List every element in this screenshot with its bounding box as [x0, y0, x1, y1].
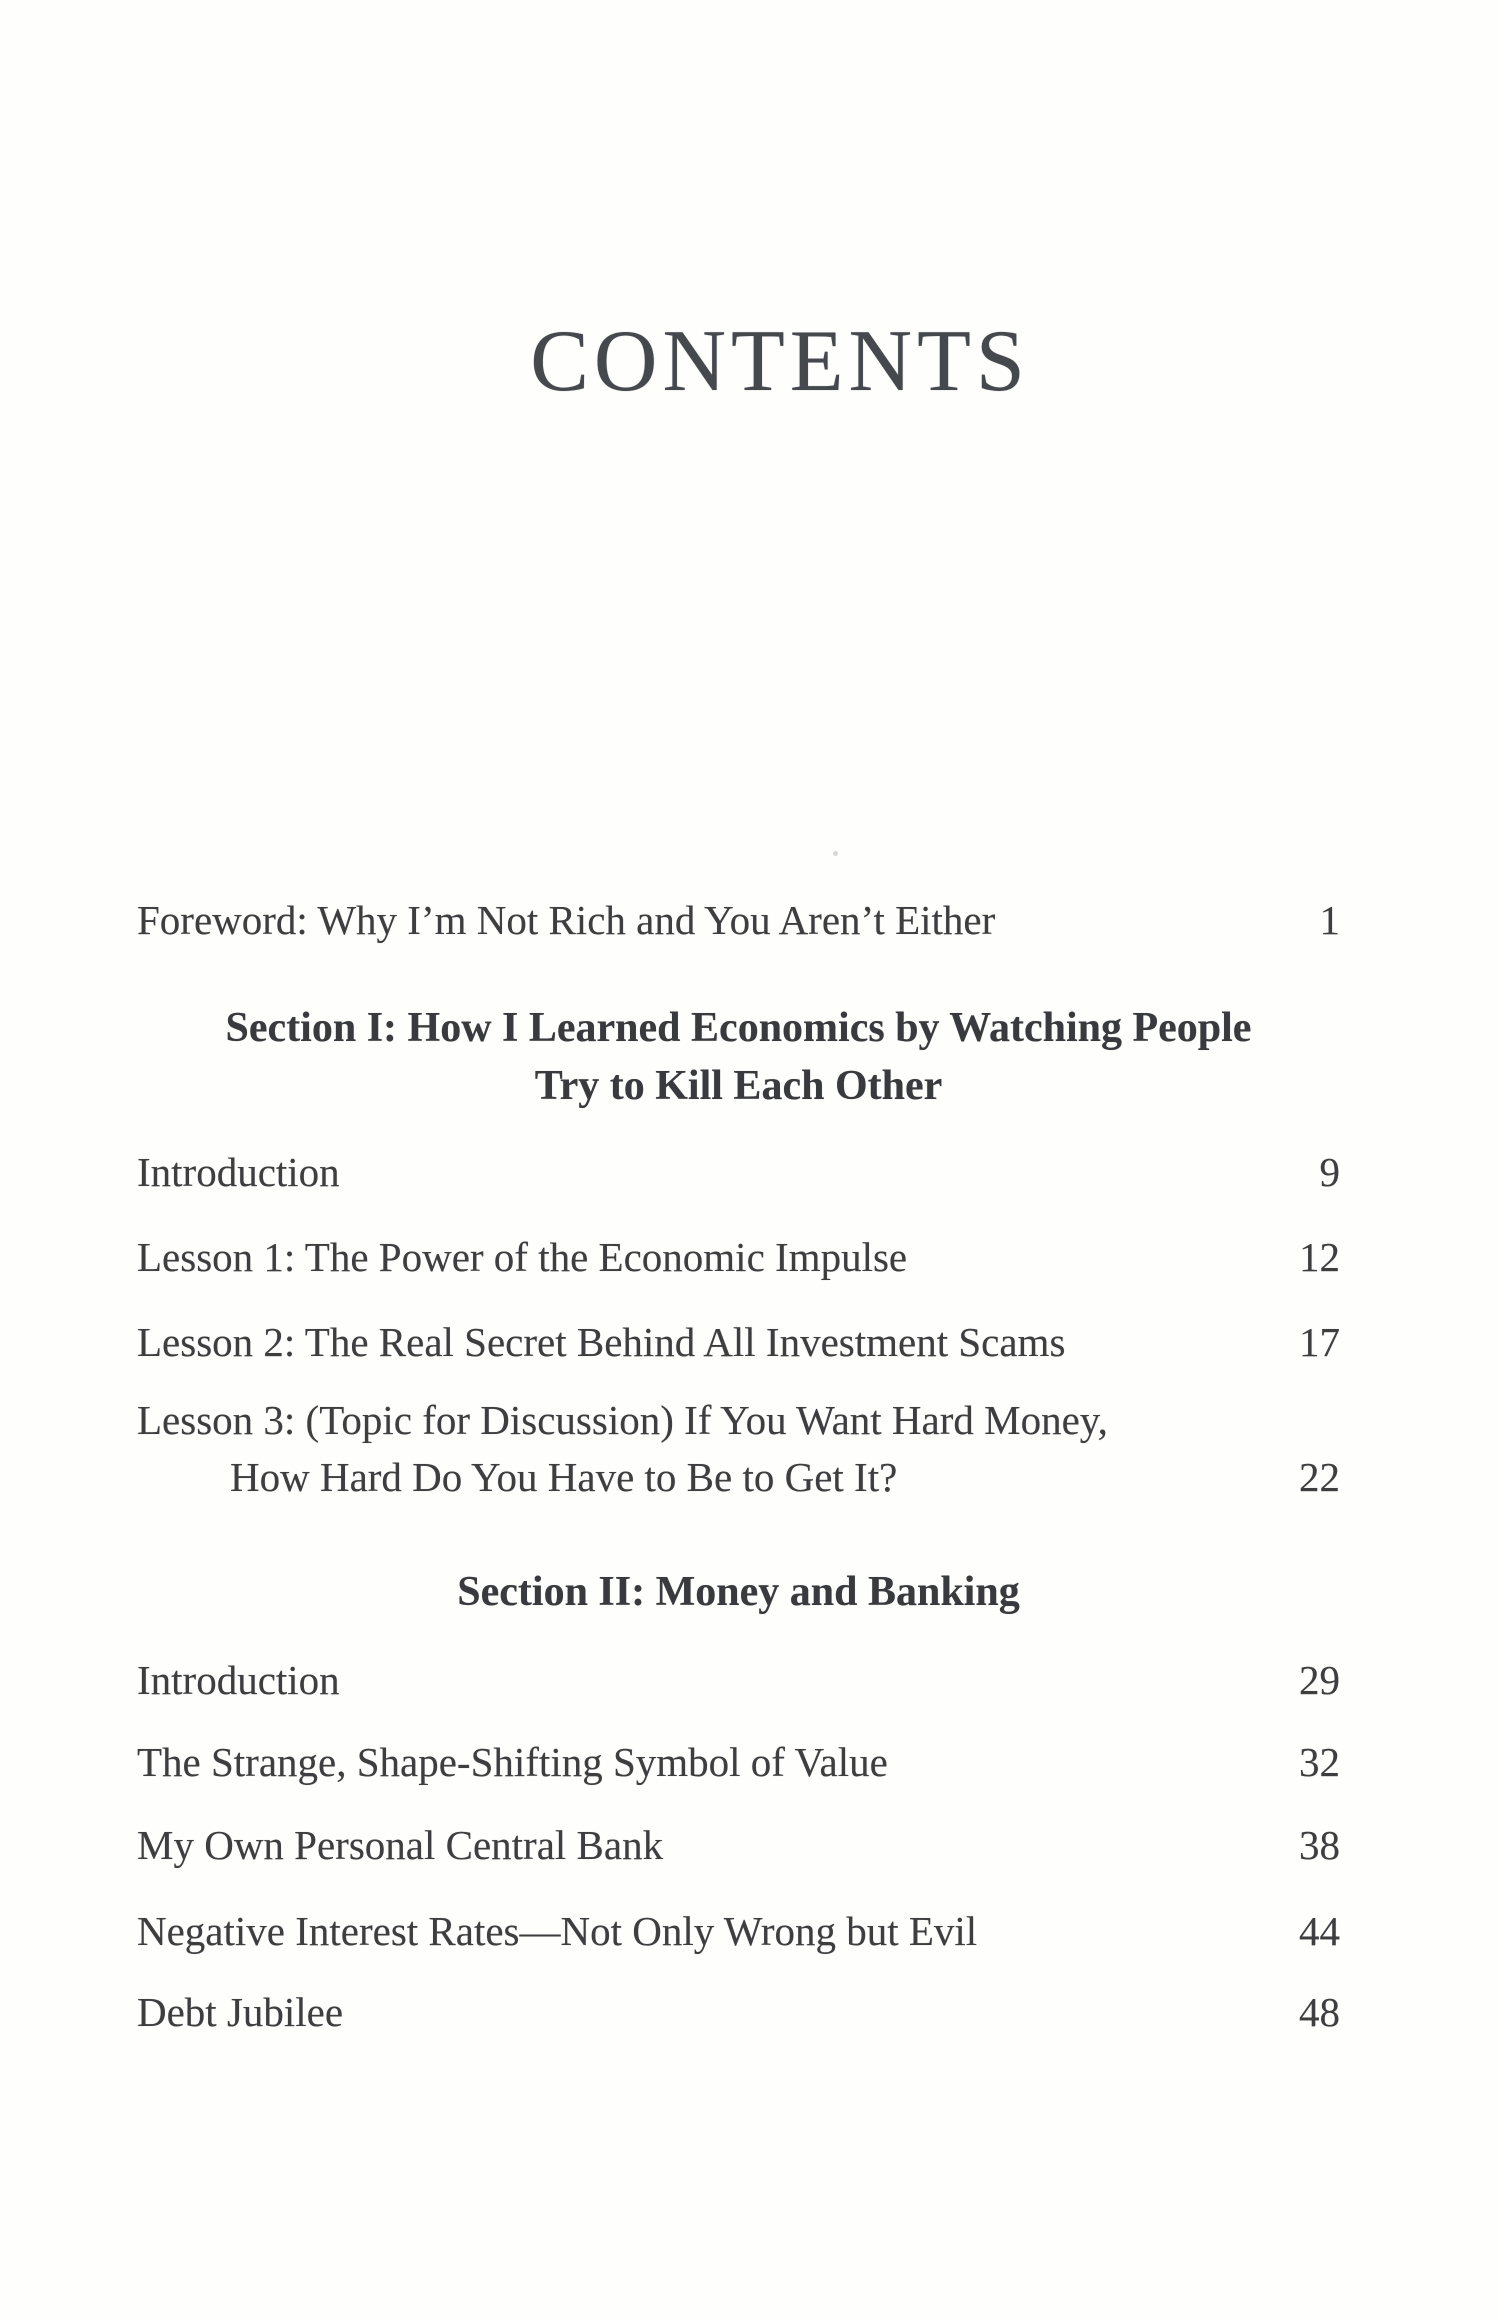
toc-entry-lesson-1	[137, 1229, 1340, 1286]
entry-title: My Own Personal Central Bank	[137, 1822, 664, 1868]
scan-speck	[833, 851, 838, 856]
toc-entry-debt-jubilee	[137, 1984, 1340, 2041]
entry-page-number: 48	[1299, 1989, 1340, 2035]
toc-entry-strange-symbol	[137, 1734, 1340, 1791]
section-heading-line: Section I: How I Learned Economics by Watching People	[225, 1005, 1252, 1051]
page-title: CONTENTS	[530, 313, 1030, 410]
section-heading-1	[137, 999, 1340, 1115]
entry-title	[137, 1392, 1270, 1506]
entry-title-line-1: Lesson 3: (Topic for Discussion) If You Want Hard Money,	[137, 1397, 1108, 1443]
entry-title-line-2: How Hard Do You Have to Be to Get It?	[230, 1454, 898, 1500]
entry-title: Negative Interest Rates—Not Only Wrong but Evil	[137, 1908, 978, 1954]
entry-page-number: 1	[1319, 897, 1340, 943]
toc-entry-introduction-1	[137, 1144, 1340, 1201]
toc-entry-central-bank	[137, 1817, 1340, 1874]
entry-page-number: 29	[1299, 1657, 1340, 1703]
toc-entry-foreword	[137, 892, 1340, 949]
entry-title: Debt Jubilee	[137, 1989, 344, 2035]
toc-entry-negative-rates	[137, 1903, 1340, 1960]
entry-page-number: 32	[1299, 1739, 1340, 1785]
entry-page-number: 12	[1299, 1234, 1340, 1280]
entry-title: Lesson 2: The Real Secret Behind All Investment Scams	[137, 1319, 1066, 1365]
entry-title: Lesson 1: The Power of the Economic Impulse	[137, 1234, 908, 1280]
section-heading-line: Section II: Money and Banking	[457, 1569, 1020, 1615]
entry-page-number: 9	[1319, 1149, 1340, 1195]
entry-page-number: 17	[1299, 1319, 1340, 1365]
section-heading-2	[137, 1563, 1340, 1621]
section-heading-line: Try to Kill Each Other	[534, 1063, 943, 1109]
entry-title: The Strange, Shape-Shifting Symbol of Value	[137, 1739, 888, 1785]
entry-title: Introduction	[137, 1149, 340, 1195]
entry-title: Introduction	[137, 1657, 340, 1703]
entry-title: Foreword: Why I’m Not Rich and You Aren’t Either	[137, 897, 996, 943]
entry-page-number: 22	[1299, 1454, 1340, 1500]
entry-page-number: 38	[1299, 1822, 1340, 1868]
toc-entry-introduction-2	[137, 1652, 1340, 1709]
toc-entry-lesson-3	[137, 1392, 1340, 1506]
toc-entry-lesson-2	[137, 1314, 1340, 1371]
entry-page-number: 44	[1299, 1908, 1340, 1954]
